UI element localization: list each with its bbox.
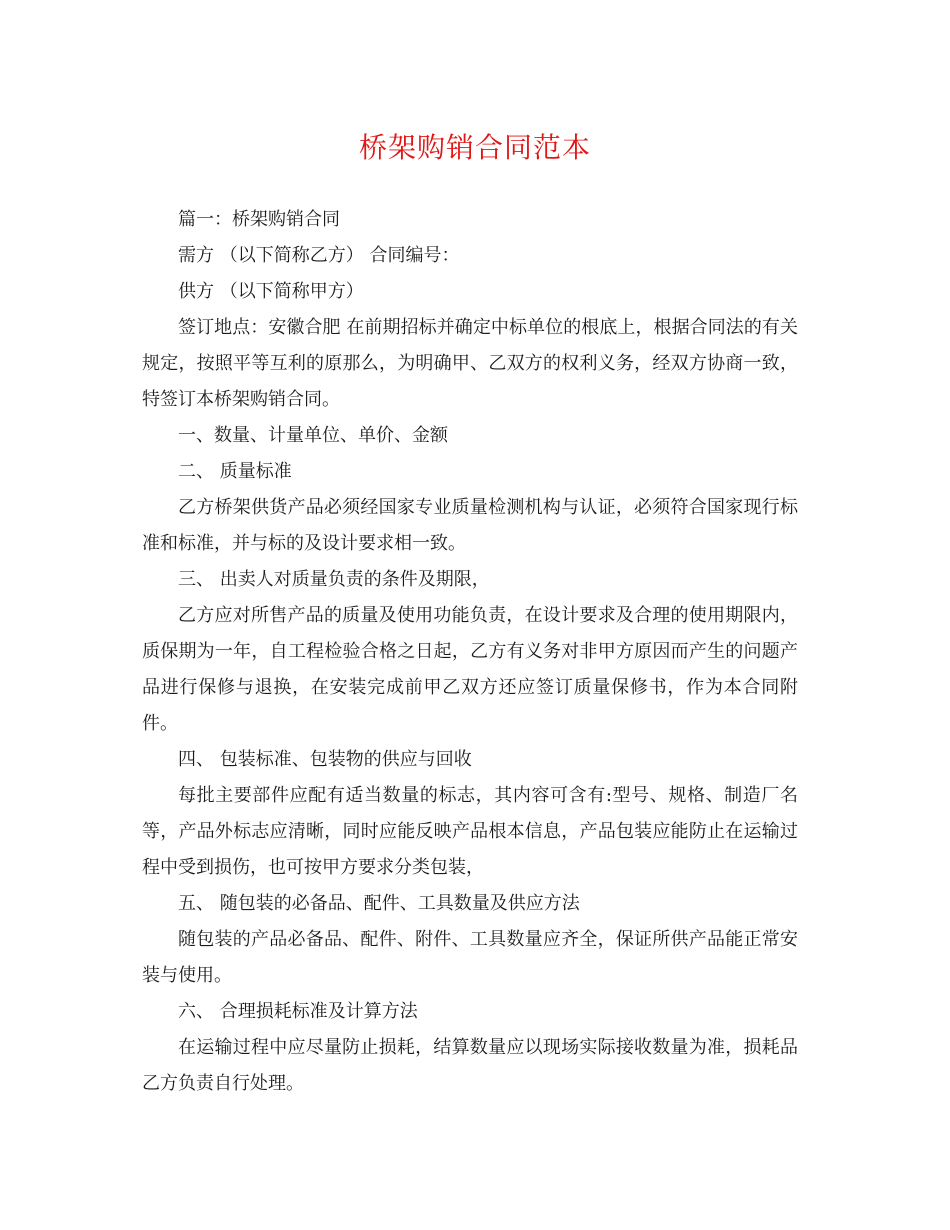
signing-location-paragraph: 签订地点：安徽合肥 在前期招标并确定中标单位的根底上，根据合同法的有关规定，按照平等互利的原那么，为明确甲、乙双方的权利义务，经双方协商一致，特签订本桥架购销合同。 xyxy=(142,317,798,410)
clause-body-6: 在运输过程中应尽量防止损耗，结算数量应以现场实际接收数量为准，损耗品乙方负责自行处理。 xyxy=(142,1037,798,1094)
clause-heading-2: 二、 质量标准 xyxy=(178,461,292,482)
clause-heading-4: 四、 包装标准、包装物的供应与回收 xyxy=(178,749,472,770)
clause-heading-3: 三、 出卖人对质量负责的条件及期限， xyxy=(178,569,490,590)
buyer-line: 需方 （以下简称乙方） 合同编号： xyxy=(178,245,460,266)
clause-body-5: 随包装的产品必备品、配件、附件、工具数量应齐全，保证所供产品能正常安装与使用。 xyxy=(142,929,798,986)
clause-heading-6: 六、 合理损耗标准及计算方法 xyxy=(178,1001,418,1022)
document-body xyxy=(142,202,798,1102)
clause-heading-1: 一、数量、计量单位、单价、金额 xyxy=(178,425,448,446)
clause-heading-5: 五、 随包装的必备品、配件、工具数量及供应方法 xyxy=(178,893,580,914)
clause-body-3: 乙方应对所售产品的质量及使用功能负责，在设计要求及合理的使用期限内，质保期为一年，自工程检验合格之日起，乙方有义务对非甲方原因而产生的问题产品进行保修与退换，在安装完成前甲乙双方还应签订质量保修书，作为本合同附件。 xyxy=(142,605,798,734)
section-heading-part-one: 篇一：桥架购销合同 xyxy=(178,209,340,230)
supplier-line: 供方 （以下简称甲方） xyxy=(178,281,364,302)
document-title: 桥架购销合同范本 xyxy=(358,131,591,164)
clause-body-2: 乙方桥架供货产品必须经国家专业质量检测机构与认证，必须符合国家现行标准和标准，并与标的及设计要求相一致。 xyxy=(142,497,798,554)
clause-body-4: 每批主要部件应配有适当数量的标志，其内容可含有:型号、规格、制造厂名等，产品外标志应清晰，同时应能反映产品根本信息，产品包装应能防止在运输过程中受到损伤，也可按甲方要求分类包装， xyxy=(142,785,798,878)
